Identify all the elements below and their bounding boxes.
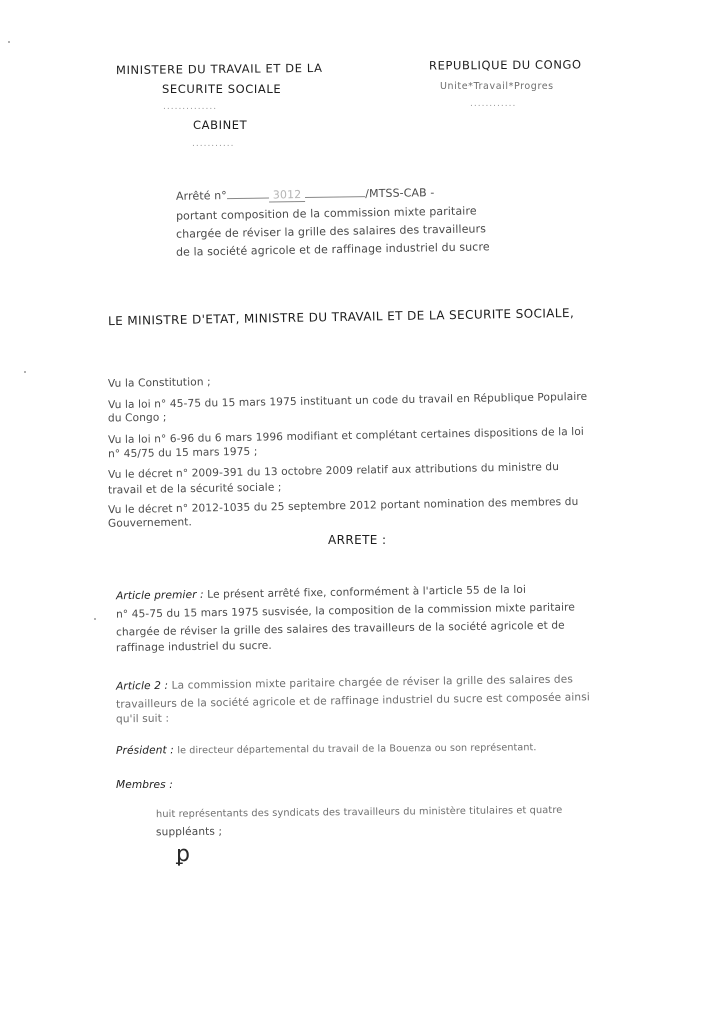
margin-speck <box>24 371 26 373</box>
visa-line: travail et de la sécurité sociale ; <box>107 481 282 497</box>
arrete-suffix: /MTSS-CAB - <box>365 186 435 201</box>
membres-line-1: huit représentants des syndicats des travailleurs du ministère titulaires et quatre <box>155 804 563 821</box>
visa-line: Vu le décret n° 2009-391 du 13 octobre 2009 relatif aux attributions du ministre du <box>107 461 560 481</box>
arrete-heading: ARRETE : <box>328 533 387 547</box>
article-1-text: Le présent arrêté fixe, conformément à l'article 55 de la loi <box>207 583 527 601</box>
handwritten-mark: ꝑ <box>176 842 191 867</box>
membres-label: Membres : <box>116 779 173 791</box>
article-2-label: Article 2 : <box>115 679 169 693</box>
margin-speck <box>94 618 96 620</box>
header-dots-3: ............ <box>470 99 517 109</box>
visa-line: Vu la loi n° 45-75 du 15 mars 1975 instituant un code du travail en République Populaire <box>107 390 588 412</box>
header-dots-1: .............. <box>163 102 218 112</box>
membres-line-2: suppléants ; <box>155 825 223 839</box>
republic-motto: Unite*Travail*Progres <box>440 81 554 92</box>
republic-title: REPUBLIQUE DU CONGO <box>428 57 582 73</box>
visa-line: Vu la Constitution ; <box>107 376 211 390</box>
visa-line: Gouvernement. <box>107 516 193 530</box>
arrete-subject-line-2: chargée de réviser la grille des salaires des travailleurs <box>175 222 487 241</box>
visa-line: Vu la loi n° 6-96 du 6 mars 1996 modifiant et complétant certaines dispositions de la loi <box>107 425 585 447</box>
arrete-subject-line-3: de la société agricole et de raffinage industriel du sucre <box>175 240 490 259</box>
article-2-text: La commission mixte paritaire chargée de réviser la grille des salaires des <box>171 673 574 692</box>
visa-line: du Congo ; <box>107 411 167 425</box>
visa-line: Vu le décret n° 2012-1035 du 25 septembre 2012 portant nomination des membres du <box>107 495 579 517</box>
article-1-line-4: raffinage industriel du sucre. <box>115 639 272 655</box>
margin-speck <box>8 41 10 43</box>
ministry-line-2: SECURITE SOCIALE <box>162 82 282 96</box>
arrete-subject-line-1: portant composition de la commission mixte paritaire <box>175 204 477 223</box>
article-2-line-3: qu'il suit : <box>115 712 170 726</box>
arrete-number: 3012 <box>269 188 306 203</box>
article-1-line-2: n° 45-75 du 15 mars 1975 susvisée, la composition de la commission mixte paritaire <box>115 601 576 621</box>
president-line <box>116 738 537 761</box>
minister-title: LE MINISTRE D'ETAT, MINISTRE DU TRAVAIL ET DE LA SECURITE SOCIALE, <box>107 305 575 329</box>
president-label: Président : <box>115 744 174 757</box>
visa-line: n° 45/75 du 15 mars 1975 ; <box>107 445 258 461</box>
article-1-line-3: chargée de réviser la grille des salaires des travailleurs de la société agricole et de <box>115 619 565 639</box>
president-text: le directeur départemental du travail de la Bouenza ou son représentant. <box>177 742 537 757</box>
article-1-label: Article premier : <box>115 588 204 603</box>
ministry-line-1: MINISTERE DU TRAVAIL ET DE LA <box>115 60 323 78</box>
cabinet-label: CABINET <box>193 118 248 132</box>
article-2-line-2: travailleurs de la société agricole et de raffinage industriel du sucre est composée ainsi <box>115 691 590 711</box>
arrete-reference <box>176 186 435 204</box>
header-dots-2: ........... <box>192 139 235 149</box>
arrete-label: Arrêté n° <box>175 189 227 203</box>
